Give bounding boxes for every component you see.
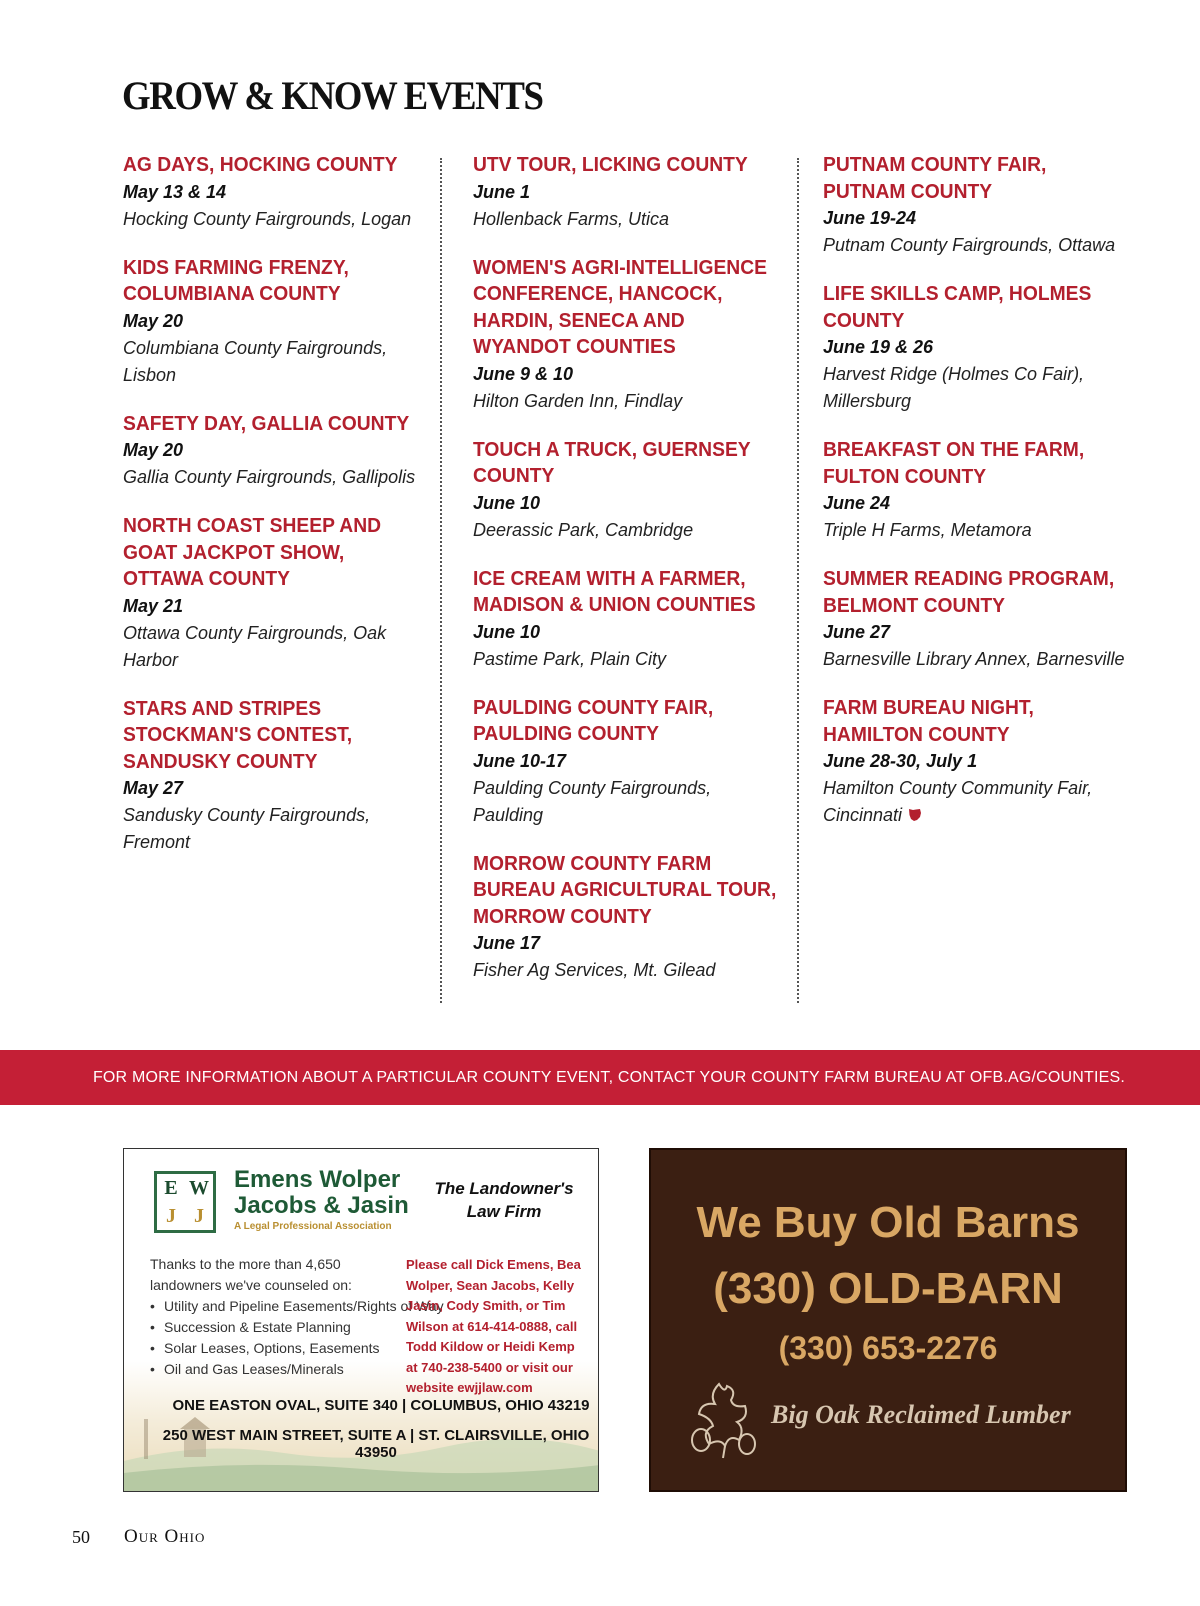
event-title: FARM BUREAU NIGHT, HAMILTON COUNTY	[823, 696, 1034, 746]
event-title: TOUCH A TRUCK, GUERNSEY COUNTY	[473, 437, 751, 487]
event-item	[473, 437, 783, 544]
event-date: May 27	[123, 778, 184, 798]
firm-logo	[154, 1171, 216, 1233]
event-title: SAFETY DAY, GALLIA COUNTY	[123, 411, 410, 435]
contact-text: Please call Dick Emens, Bea Wolper, Sean Jacobs, Kelly Jasin, Cody Smith, or Tim Wilson at 614-414-0888, call Todd Kildow or Heidi Kemp at 740-238-5400 or visit our website ewjjlaw.com	[406, 1257, 581, 1395]
address-line: 250 WEST MAIN STREET, SUITE A | ST. CLAIRSVILLE, OHIO 43950	[162, 1427, 590, 1461]
event-location: Fisher Ag Services, Mt. Gilead	[473, 960, 716, 980]
event-location: Hollenback Farms, Utica	[473, 208, 670, 229]
event-date: June 19-24	[823, 208, 917, 228]
events-column-2	[473, 152, 783, 1006]
service-item: • Oil and Gas Leases/Minerals	[150, 1359, 444, 1380]
events-column-1	[123, 152, 423, 878]
event-location: Gallia County Fairgrounds, Gallipolis	[123, 467, 416, 487]
event-title: KIDS FARMING FRENZY, COLUMBIANA COUNTY	[123, 255, 349, 305]
info-banner-text: FOR MORE INFORMATION ABOUT A PARTICULAR COUNTY EVENT, CONTACT YOUR COUNTY FARM BUREAU AT OFB.AG/COUNTIES.	[92, 1068, 1126, 1086]
event-date: June 9 & 10	[473, 363, 574, 384]
page-number: 50	[72, 1527, 90, 1547]
event-location: Hilton Garden Inn, Findlay	[473, 390, 683, 411]
info-banner	[0, 1050, 1200, 1105]
thanks-text: Thanks to the more than 4,650 landowners we've counseled on:	[150, 1256, 352, 1293]
event-date: May 20	[123, 440, 184, 460]
event-item	[473, 695, 783, 829]
event-location: Hocking County Fairgrounds, Logan	[123, 208, 412, 229]
event-title: AG DAYS, HOCKING COUNTY	[123, 153, 398, 176]
event-location: Harvest Ridge (Holmes Co Fair), Millersburg	[823, 364, 1085, 411]
event-date: May 21	[123, 595, 184, 616]
service-item: • Utility and Pipeline Easements/Rights of Way	[150, 1296, 444, 1317]
law-firm-ad[interactable]	[123, 1148, 599, 1492]
event-title: PAULDING COUNTY FAIR, PAULDING COUNTY	[473, 695, 714, 745]
service-item: • Solar Leases, Options, Easements	[150, 1338, 444, 1359]
event-item	[823, 437, 1133, 544]
event-item	[123, 255, 423, 389]
event-location: Columbiana County Fairgrounds, Lisbon	[123, 337, 388, 385]
event-item	[123, 513, 423, 674]
address-line: ONE EASTON OVAL, SUITE 340 | COLUMBUS, OHIO 43219	[172, 1397, 590, 1414]
event-title: WOMEN'S AGRI-INTELLIGENCE CONFERENCE, HANCOCK, HARDIN, SENECA AND WYANDOT COUNTIES	[473, 255, 767, 358]
event-date: May 20	[123, 310, 184, 331]
event-date: June 17	[473, 933, 541, 953]
event-item	[473, 152, 783, 233]
column-divider	[440, 158, 442, 1003]
firm-name: Emens Wolper Jacobs & Jasin	[234, 1166, 409, 1219]
event-location: Sandusky County Fairgrounds, Fremont	[123, 805, 371, 852]
logo-letter: J	[166, 1204, 176, 1227]
event-date: June 27	[823, 622, 891, 642]
event-location: Barnesville Library Annex, Barnesville	[823, 649, 1125, 669]
event-item	[823, 281, 1133, 415]
event-location: Paulding County Fairgrounds, Paulding	[473, 777, 712, 825]
publication-name: Our Ohio	[124, 1526, 206, 1547]
event-date: June 10-17	[473, 750, 567, 771]
event-date: June 19 & 26	[823, 337, 934, 357]
event-item	[473, 851, 783, 985]
event-location-text: Hamilton County Community Fair, Cincinnati	[823, 778, 1093, 825]
event-location: Deerassic Park, Cambridge	[473, 519, 694, 540]
event-date: June 28-30, July 1	[823, 751, 978, 771]
barn-headline: We Buy Old Barns	[696, 1198, 1080, 1247]
event-title: LIFE SKILLS CAMP, HOLMES COUNTY	[823, 282, 1092, 332]
event-date: June 24	[823, 493, 891, 513]
events-column-3	[823, 152, 1133, 851]
event-item	[823, 566, 1133, 673]
logo-letter: E	[164, 1176, 178, 1199]
event-location: Ottawa County Fairgrounds, Oak Harbor	[123, 622, 387, 670]
event-title: MORROW COUNTY FARM BUREAU AGRICULTURAL TOUR, MORROW COUNTY	[473, 851, 777, 928]
barn-phone-vanity: (330) OLD-BARN	[713, 1264, 1063, 1313]
event-location	[823, 775, 1133, 829]
ohio-state-icon	[908, 808, 922, 822]
service-item: • Succession & Estate Planning	[150, 1317, 444, 1338]
event-item	[823, 152, 1133, 259]
event-item	[123, 152, 423, 233]
event-location: Putnam County Fairgrounds, Ottawa	[823, 235, 1116, 255]
barn-company-name: Big Oak Reclaimed Lumber	[771, 1400, 1071, 1429]
event-title: SUMMER READING PROGRAM, BELMONT COUNTY	[823, 567, 1115, 617]
event-title: NORTH COAST SHEEP AND GOAT JACKPOT SHOW, OTTAWA COUNTY	[123, 514, 382, 590]
event-date: June 1	[473, 181, 531, 202]
event-item	[473, 566, 783, 673]
event-title: UTV TOUR, LICKING COUNTY	[473, 153, 748, 176]
firm-tagline: The Landowner's Law Firm	[434, 1179, 574, 1221]
oak-leaf-icon	[679, 1374, 769, 1460]
event-item	[123, 411, 423, 492]
event-item	[473, 255, 783, 415]
barn-phone-number: (330) 653-2276	[778, 1330, 998, 1366]
event-title: PUTNAM COUNTY FAIR, PUTNAM COUNTY	[823, 153, 1047, 203]
column-divider	[797, 158, 799, 1003]
logo-letter: J	[194, 1204, 204, 1227]
event-location: Triple H Farms, Metamora	[823, 520, 1032, 540]
event-title: BREAKFAST ON THE FARM, FULTON COUNTY	[823, 438, 1085, 488]
event-date: June 10	[473, 621, 541, 642]
services-list	[150, 1296, 444, 1380]
event-item	[823, 695, 1133, 829]
event-item	[123, 696, 423, 857]
logo-letter: W	[189, 1176, 209, 1199]
event-date: May 13 & 14	[123, 181, 227, 202]
event-location: Pastime Park, Plain City	[473, 648, 667, 669]
event-title: STARS AND STRIPES STOCKMAN'S CONTEST, SANDUSKY COUNTY	[123, 696, 353, 773]
event-title: ICE CREAM WITH A FARMER, MADISON & UNION COUNTIES	[473, 566, 756, 616]
page-title: GROW & KNOW EVENTS	[122, 73, 543, 118]
event-date: June 10	[473, 492, 541, 513]
barn-ad[interactable]	[649, 1148, 1127, 1492]
firm-subtitle: A Legal Professional Association	[234, 1221, 392, 1232]
